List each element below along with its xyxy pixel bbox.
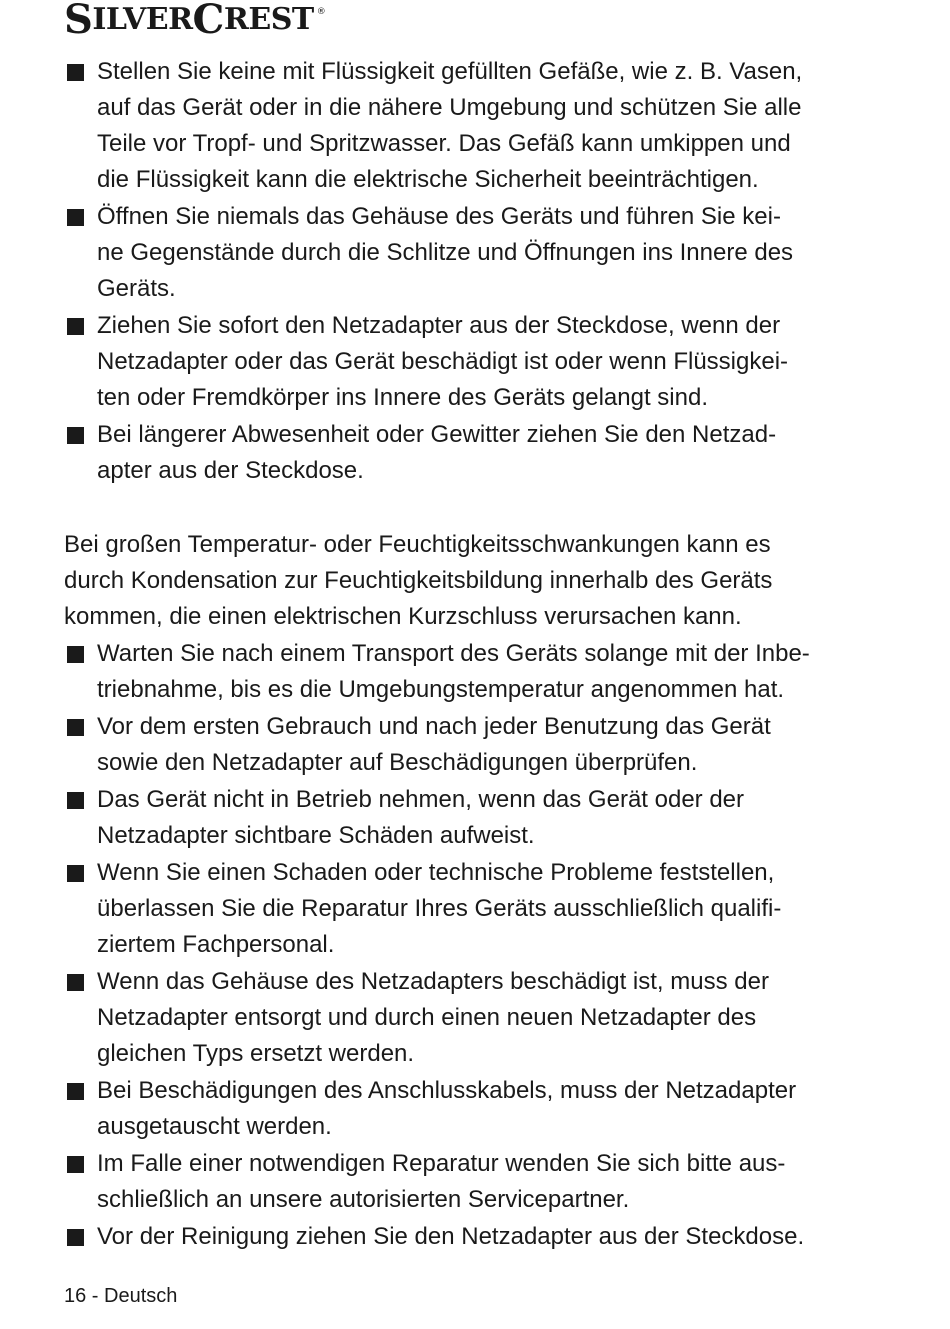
square-bullet-icon (67, 1156, 84, 1173)
bullet-text-line: Wenn Sie einen Schaden oder technische Probleme feststellen, (97, 859, 775, 886)
bullet-list-bottom (64, 636, 864, 1255)
bullet-text-line: ne Gegenstände durch die Schlitze und Öffnungen ins Innere des (97, 239, 794, 266)
square-bullet-icon (67, 646, 84, 663)
bullet-text-line: Warten Sie nach einem Transport des Geräts solange mit der Inbe- (97, 640, 810, 667)
bullet-text-line: gleichen Typs ersetzt werden. (97, 1040, 415, 1067)
bullet-text-line: Vor der Reinigung ziehen Sie den Netzadapter aus der Steckdose. (97, 1223, 805, 1250)
document-body (64, 54, 864, 1256)
bullet-item (64, 855, 864, 963)
square-bullet-icon (67, 1083, 84, 1100)
bullet-list-top (64, 54, 864, 489)
square-bullet-icon (67, 974, 84, 991)
logo-text: REST (223, 2, 314, 37)
paragraph-text-line: Bei großen Temperatur- oder Feuchtigkeitsschwankungen kann es (64, 531, 771, 558)
logo-letter: C (192, 0, 224, 43)
bullet-text-line: apter aus der Steckdose. (97, 457, 364, 484)
bullet-item (64, 1219, 864, 1255)
page-footer: 16 - Deutsch (64, 1285, 178, 1307)
bullet-text-line: triebnahme, bis es die Umgebungstemperatur angenommen hat. (97, 676, 785, 703)
brand-logo (64, 0, 325, 44)
bullet-item (64, 1073, 864, 1145)
square-bullet-icon (67, 209, 84, 226)
paragraph-text-line: kommen, die einen elektrischen Kurzschluss verursachen kann. (64, 603, 742, 630)
square-bullet-icon (67, 64, 84, 81)
bullet-text-line: Bei längerer Abwesenheit oder Gewitter ziehen Sie den Netzad- (97, 421, 777, 448)
bullet-text-line: Stellen Sie keine mit Flüssigkeit gefüllten Gefäße, wie z. B. Vasen, (97, 58, 803, 85)
paragraph-text-line: durch Kondensation zur Feuchtigkeitsbildung innerhalb des Geräts (64, 567, 773, 594)
bullet-text-line: Öffnen Sie niemals das Gehäuse des Geräts und führen Sie kei- (97, 203, 781, 230)
bullet-text-line: ausgetauscht werden. (97, 1113, 332, 1140)
bullet-item (64, 709, 864, 781)
bullet-text-line: ten oder Fremdkörper ins Innere des Geräts gelangt sind. (97, 384, 708, 411)
bullet-text-line: auf das Gerät oder in die nähere Umgebung und schützen Sie alle (97, 94, 802, 121)
square-bullet-icon (67, 1229, 84, 1246)
logo-text: ILVER (92, 2, 193, 37)
bullet-text-line: Netzadapter oder das Gerät beschädigt ist oder wenn Flüssigkei- (97, 348, 789, 375)
bullet-text-line: Geräts. (97, 275, 176, 302)
square-bullet-icon (67, 719, 84, 736)
bullet-text-line: Das Gerät nicht in Betrieb nehmen, wenn das Gerät oder der (97, 786, 745, 813)
logo-letter: S (64, 0, 93, 43)
bullet-text-line: Ziehen Sie sofort den Netzadapter aus der Steckdose, wenn der (97, 312, 781, 339)
bullet-text-line: überlassen Sie die Reparatur Ihres Geräts ausschließlich qualifi- (97, 895, 782, 922)
square-bullet-icon (67, 792, 84, 809)
bullet-text-line: Netzadapter entsorgt und durch einen neuen Netzadapter des (97, 1004, 757, 1031)
bullet-item (64, 636, 864, 708)
bullet-text-line: sowie den Netzadapter auf Beschädigungen überprüfen. (97, 749, 698, 776)
bullet-item (64, 964, 864, 1072)
bullet-text-line: Bei Beschädigungen des Anschlusskabels, muss der Netzadapter (97, 1077, 797, 1104)
bullet-text-line: schließlich an unsere autorisierten Servicepartner. (97, 1186, 630, 1213)
bullet-text-line: Teile vor Tropf- und Spritzwasser. Das Gefäß kann umkippen und (97, 130, 791, 157)
bullet-text-line: ziertem Fachpersonal. (97, 931, 335, 958)
bullet-text-line: Netzadapter sichtbare Schäden aufweist. (97, 822, 535, 849)
info-paragraph (64, 527, 864, 635)
bullet-text-line: Vor dem ersten Gebrauch und nach jeder Benutzung das Gerät (97, 713, 771, 740)
bullet-text-line: Wenn das Gehäuse des Netzadapters beschädigt ist, muss der (97, 968, 769, 995)
bullet-text-line: Im Falle einer notwendigen Reparatur wenden Sie sich bitte aus- (97, 1150, 786, 1177)
bullet-item (64, 417, 864, 489)
bullet-item (64, 54, 864, 198)
bullet-item (64, 199, 864, 307)
bullet-item (64, 782, 864, 854)
square-bullet-icon (67, 318, 84, 335)
registered-mark: ® (316, 7, 326, 17)
square-bullet-icon (67, 865, 84, 882)
bullet-item (64, 308, 864, 416)
bullet-text-line: die Flüssigkeit kann die elektrische Sicherheit beeinträchtigen. (97, 166, 759, 193)
square-bullet-icon (67, 427, 84, 444)
bullet-item (64, 1146, 864, 1218)
